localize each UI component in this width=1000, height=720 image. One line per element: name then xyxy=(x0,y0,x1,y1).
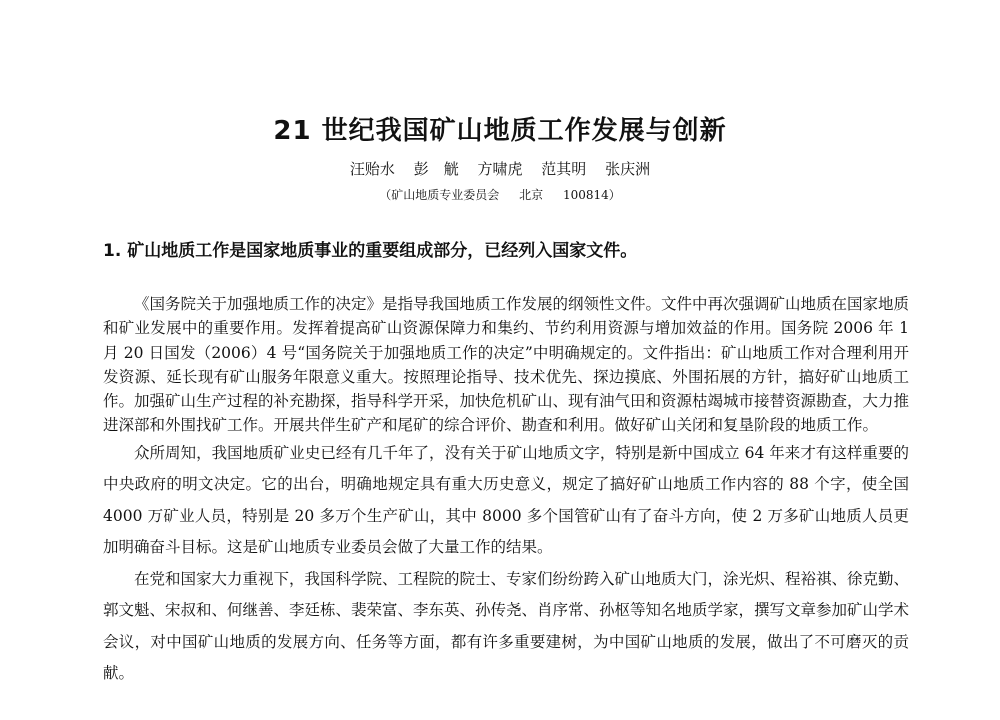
author-name: 汪贻水 xyxy=(349,160,395,178)
author-name: 范其明 xyxy=(541,160,587,178)
paragraph: 在党和国家大力重视下，我国科学院、工程院的院士、专家们纷纷跨入矿山地质大门，涂光炽、程裕祺、徐克勤、郭文魁、宋叔和、何继善、李廷栋、裴荣富、李东英、孙传尧、肖序常、孙枢等知名地质学家，撰写文章参加矿山学术会议，对中国矿山地质的发展方向、任务等方面，都有许多重要建树，为中国矿山地质的发展，做出了不可磨灭的贡献。 xyxy=(103,569,910,683)
affiliation-postcode: 100814） xyxy=(562,188,621,202)
affiliation-org: （矿山地质专业委员会 xyxy=(379,188,500,202)
paragraph: 众所周知，我国地质矿业史已经有几千年了，没有关于矿山地质文字，特别是新中国成立 64 年来才有这样重要的中央政府的明文决定。它的出台，明确地规定具有重大历史意义，规定了搞好矿山地质工作内容的 88 个字，使全国 4000 万矿业人员，特别是 20 多万个生产矿山，其中 8000 多个国管矿山有了奋斗方向，使 2 万多矿山地质人员更加明确奋斗目标。这是矿山地质专业委员会做了大量工作的结果。 xyxy=(103,443,909,557)
affiliation-city: 北京 xyxy=(519,188,544,202)
body-text xyxy=(103,292,909,690)
affiliation xyxy=(0,186,1000,204)
author-name: 彭 觥 xyxy=(413,160,459,178)
section-heading: 1. 矿山地质工作是国家地质事业的重要组成部分，已经列入国家文件。 xyxy=(103,241,638,261)
author-list xyxy=(0,158,1000,180)
author-name: 方啸虎 xyxy=(477,160,523,178)
paper-title: 21 世纪我国矿山地质工作发展与创新 xyxy=(273,116,727,146)
paragraph: 《国务院关于加强地质工作的决定》是指导我国地质工作发展的纲领性文件。文件中再次强调矿山地质在国家地质和矿业发展中的重要作用。发挥着提高矿山资源保障力和集约、节约利用资源与增加效益的作用。国务院 2006 年 1 月 20 日国发（2006）4 号“国务院关于加强地质工作的决定”中明确规定的。文件指出：矿山地质工作对合理利用开发资源、延长现有矿山服务年限意义重大。按照理论指导、技术优先、探边摸底、外围拓展的方针，搞好矿山地质工作。加强矿山生产过程的补充勘探，指导科学开采，加快危机矿山、现有油气田和资源枯竭城市接替资源勘查，大力推进深部和外围找矿工作。开展共伴生矿产和尾矿的综合评价、勘查和利用。做好矿山关闭和复垦阶段的地质工作。 xyxy=(103,295,910,435)
author-name: 张庆洲 xyxy=(605,160,651,178)
